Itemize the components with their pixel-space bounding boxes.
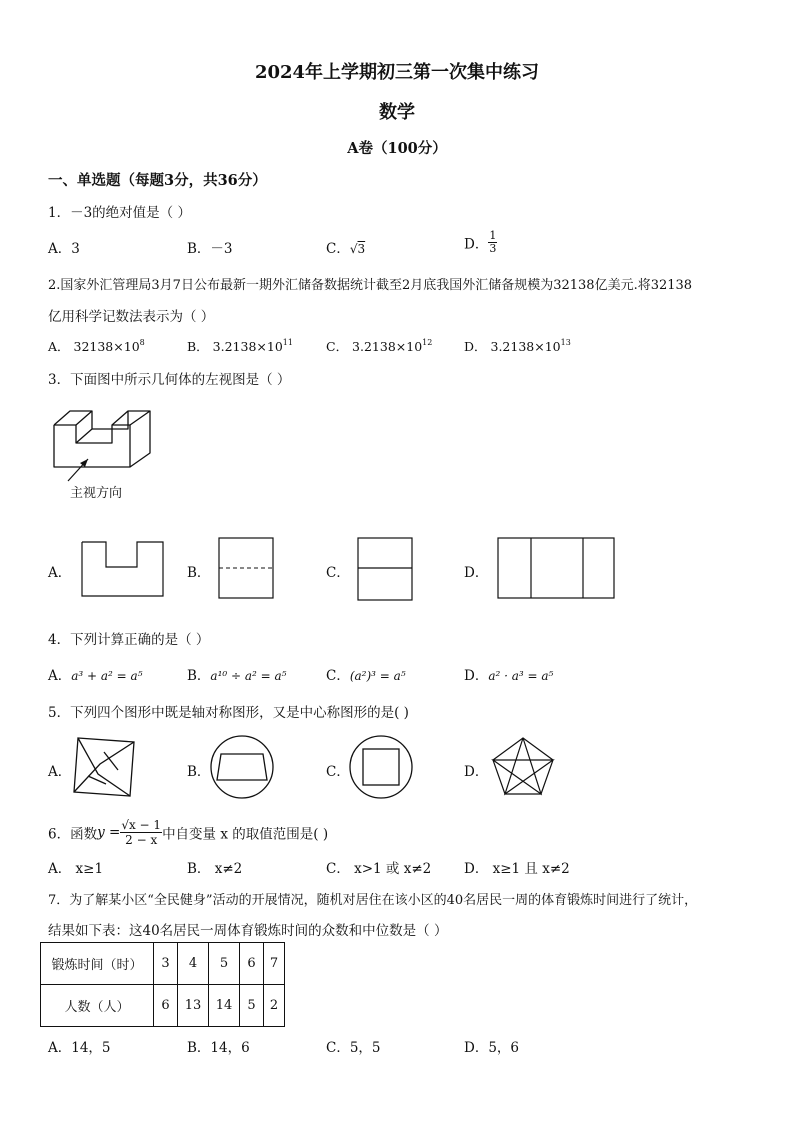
table-cell: 7 [264,943,285,985]
q3-option-d-label: D． [464,565,489,581]
q3-option-c-figure [357,537,415,603]
q1-option-c: C．√3 [326,241,366,257]
table-cell: 14 [209,985,240,1027]
q6-function-fraction [120,818,162,847]
q1-option-d-label: D． [464,236,489,253]
table-cell: 5 [240,985,264,1027]
q2-option-d-exp: 13 [560,338,571,347]
q1-stem: 1．－3的绝对值是（ ） [48,205,191,221]
q3-option-a-figure [80,540,166,598]
q5-option-d-label: D． [464,764,489,780]
q7-stem-line2: 结果如下表：这40名居民一周体育锻炼时间的众数和中位数是（ ） [48,923,448,939]
q1-option-b: B．－3 [187,241,233,257]
q6-function-y: y = [97,824,121,841]
table-cell: 2 [264,985,285,1027]
q4-option-c-label: C． [326,668,350,684]
table-cell: 6 [154,985,178,1027]
q4-option-b [187,664,287,684]
q4-option-d-expr: a² · a³ = a⁵ [488,669,554,683]
q7-data-table [40,942,285,1027]
q4-option-b-expr: a¹⁰ ÷ a² = a⁵ [210,669,287,683]
q1-option-d [464,230,497,255]
q5-option-b-label: B． [187,764,211,780]
table-cell: 5 [209,943,240,985]
table-cell: 6 [240,943,264,985]
q5-option-c-label: C． [326,764,350,780]
q5-stem: 5．下列四个图形中既是轴对称图形，又是中心称图形的是( ) [48,705,409,721]
q4-stem: 4．下列计算正确的是（ ） [48,632,210,648]
q2-option-b-exp: 11 [282,338,293,347]
q3-option-d-figure [497,537,617,601]
table-row-header: 锻炼时间（时） [41,943,154,985]
q2-option-a-text: A． 32138×10 [48,339,140,354]
q1-fraction-denominator: 3 [489,242,497,255]
q6-function-denominator: 2 − x [125,833,158,847]
q4-option-d-label: D． [464,668,489,684]
q4-option-b-label: B． [187,668,211,684]
q2-option-c-text: C． 3.2138×10 [326,339,423,354]
table-row [41,943,285,985]
section-heading: 一、单选题（每题3分，共36分） [48,172,267,189]
q2-option-d [464,337,571,355]
table-cell: 4 [178,943,209,985]
q2-option-c [326,337,432,355]
q4-option-a [48,664,143,684]
q5-option-b-figure [209,734,275,800]
q7-option-a: A．14，5 [48,1040,111,1056]
paper-title: A卷（100分） [347,140,447,157]
q5-option-d-figure [490,735,556,797]
q4-option-c-expr: (a²)³ = a⁵ [349,669,406,683]
q2-option-a-exp: 8 [139,338,145,347]
q2-option-b [187,337,293,355]
q6-function-numerator: √x − 1 [121,818,162,832]
q6-option-b: B． x≠2 [187,861,243,877]
table-row [41,985,285,1027]
table-row-header: 人数（人） [41,985,154,1027]
q2-option-b-text: B． 3.2138×10 [187,339,283,354]
subject-title: 数学 [379,102,415,123]
q3-arrow-label: 主视方向 [70,486,123,501]
q7-option-b: B．14，6 [187,1040,250,1056]
q1-fraction [488,230,497,255]
q1-option-c-label: C． [326,241,350,257]
q7-option-c: C．5，5 [326,1040,381,1056]
q4-option-c [326,664,406,684]
q6-stem-suffix: 中自变量 x 的取值范围是( ) [162,826,329,843]
q1-fraction-numerator: 1 [489,229,497,242]
q6-stem-prefix: 6．函数 [48,826,98,843]
table-cell: 13 [178,985,209,1027]
q6-option-c: C． x>1 或 x≠2 [326,861,432,877]
q3-option-a-label: A． [48,565,72,581]
q3-stem: 3．下面图中所示几何体的左视图是（ ） [48,372,291,388]
q7-stem-line1: 7．为了解某小区“全民健身”活动的开展情况，随机对居住在该小区的40名居民一周的体育锻炼时间进行了统计， [48,893,698,908]
q2-stem-line1: 2.国家外汇管理局3月7日公布最新一期外汇储备数据统计截至2月底我国外汇储备规模为32138亿美元.将32138 [48,278,693,293]
exam-title: 2024年上学期初三第一次集中练习 [254,62,540,83]
q5-option-a-figure [72,736,136,798]
q3-option-b-figure [218,537,276,601]
table-cell: 3 [154,943,178,985]
q6-option-d: D． x≥1 且 x≠2 [464,861,570,877]
q2-option-c-exp: 12 [422,338,433,347]
q2-option-a [48,337,145,355]
q1-option-c-value: 3 [357,242,366,256]
q5-option-a-label: A． [48,764,72,780]
q4-option-a-label: A． [48,668,72,684]
q4-option-a-expr: a³ + a² = a⁵ [71,669,143,683]
q3-option-c-label: C． [326,565,350,581]
q3-option-b-label: B． [187,565,211,581]
q7-option-d: D．5，6 [464,1040,520,1056]
q4-option-d [464,664,553,684]
q1-option-a: A．3 [48,241,80,257]
q6-option-a: A． x≥1 [48,861,104,877]
q2-option-d-text: D． 3.2138×10 [464,339,561,354]
q2-stem-line2: 亿用科学记数法表示为（ ） [48,309,215,325]
q6-stem [48,818,328,847]
q5-option-c-figure [348,734,414,800]
